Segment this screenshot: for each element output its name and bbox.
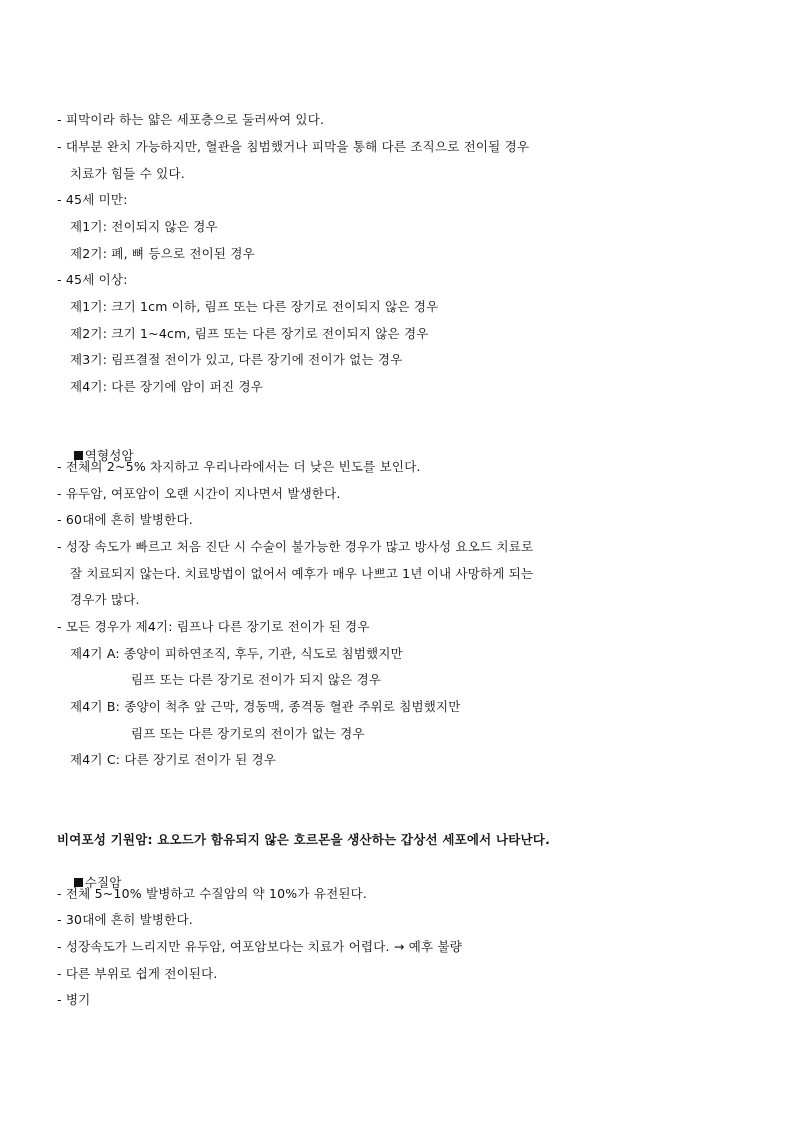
- heading-text: 역형성암: [84, 448, 134, 463]
- text-line: 제2기: 폐, 뼈 등으로 전이된 경우: [70, 246, 255, 261]
- text-line: 제1기: 크기 1cm 이하, 림프 또는 다른 장기로 전이되지 않은 경우: [70, 299, 439, 314]
- text-line: - 30대에 흔히 발병한다.: [57, 912, 193, 927]
- text-line: - 모든 경우가 제4기: 림프나 다른 장기로 전이가 된 경우: [57, 619, 370, 634]
- text-line: - 다른 부위로 쉽게 전이된다.: [57, 966, 218, 981]
- text-line: 제4기 B: 종양이 척추 앞 근막, 경동맥, 종격동 혈관 주위로 침범했지만: [70, 699, 461, 714]
- text-line: 치료가 힘들 수 있다.: [70, 166, 185, 181]
- text-line: 제3기: 림프결절 전이가 있고, 다른 장기에 전이가 없는 경우: [70, 352, 403, 367]
- text-line: 림프 또는 다른 장기로 전이가 되지 않은 경우: [131, 672, 382, 687]
- text-line: 제4기 A: 종양이 피하연조직, 후두, 기관, 식도로 침범했지만: [70, 646, 403, 661]
- heading-text: 수질암: [84, 875, 122, 890]
- text-line: - 성장 속도가 빠르고 처음 진단 시 수술이 불가능한 경우가 많고 방사성 요오드 치료로: [57, 539, 534, 554]
- text-line: - 전체의 2~5% 차지하고 우리나라에서는 더 낮은 빈도를 보인다.: [57, 459, 421, 474]
- text-line: - 대부분 완치 가능하지만, 혈관을 침범했거나 피막을 통해 다른 조직으로 전이될 경우: [57, 139, 530, 154]
- text-line: 제2기: 크기 1~4cm, 림프 또는 다른 장기로 전이되지 않은 경우: [70, 326, 429, 341]
- text-line: 제1기: 전이되지 않은 경우: [70, 219, 218, 234]
- text-line: 제4기 C: 다른 장기로 전이가 된 경우: [70, 752, 277, 767]
- text-line: - 60대에 흔히 발병한다.: [57, 512, 193, 527]
- text-line: - 피막이라 하는 얇은 세포층으로 둘러싸여 있다.: [57, 112, 325, 127]
- text-line: - 전체 5~10% 발병하고 수질암의 약 10%가 유전된다.: [57, 886, 368, 901]
- text-line: 경우가 많다.: [70, 592, 140, 607]
- text-line: 제4기: 다른 장기에 암이 퍼진 경우: [70, 379, 264, 394]
- text-line: - 45세 미만:: [57, 192, 128, 207]
- text-line: - 45세 이상:: [57, 272, 128, 287]
- text-line: 림프 또는 다른 장기로의 전이가 없는 경우: [131, 726, 365, 741]
- section-title-nonfollicular: 비여포성 기원암: 요오드가 함유되지 않은 호르몬을 생산하는 갑상선 세포에서 나타난다.: [57, 832, 551, 847]
- text-line: - 유두암, 여포암이 오랜 시간이 지나면서 발생한다.: [57, 486, 341, 501]
- text-line: - 성장속도가 느리지만 유두암, 여포암보다는 치료가 어렵다. → 예후 불량: [57, 939, 462, 954]
- text-line: - 병기: [57, 992, 91, 1007]
- text-line: 잘 치료되지 않는다. 치료방법이 없어서 예후가 매우 나쁘고 1년 이내 사망하게 되는: [70, 566, 534, 581]
